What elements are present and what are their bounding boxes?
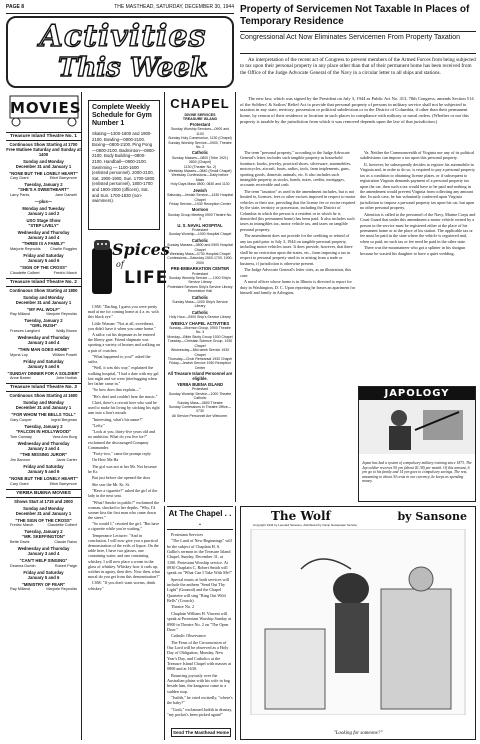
- movie-entry: [6, 319, 81, 334]
- chapel-line: Sunday—Mormon Group, 0900 Theatre No. 3: [169, 326, 231, 335]
- cast-name: Ethel Barrymore: [49, 176, 77, 181]
- movies-logo-text: MOVIES: [10, 99, 82, 117]
- movie-entry: [6, 289, 81, 294]
- spices-paragraph: Temperance Lecturer: "And in conclusion, I will now give you a practical demonstration of the evils of liquor. On the table here, I have two glasses, one containing water, and one containing whiskey. I will now place a worm in the glass of whiskey. Whiskey how it curls up, writhes in agony, then dies. Now then, what moral do you get from this demonstration?": [88, 532, 160, 580]
- cast-name: Tom Conway: [10, 434, 32, 439]
- at-chapel-column: [164, 506, 236, 740]
- property-col2: [360, 150, 476, 390]
- theatre-heading: Treasure Island Theatre No. 3: [6, 383, 81, 392]
- spices-paragraph: Chief, there's a recruit here who said he used to make his living by sticking his right arm into a lion's mouth.: [88, 399, 160, 416]
- property-lead2: The new law, which was signed by the President on July 3, 1944 as Public Act No. 413, 78th Congress, amends Section 514 of the Soldiers' & Sailors' Relief Act to provide that personal property of persons in military service shall not be subjected to taxation in any state, territory, possession or political subdivision or in the District of Columbia, if other than their permanent home, by reason of their residence or location in such places in compliance with military or naval orders. (Whether or not this property is taxable by the jurisdiction from which it was removed depends upon the law of that jurisdiction.): [240, 96, 474, 124]
- movie-entry: [6, 336, 81, 346]
- spices-paragraph: "Lefty.": [92, 422, 105, 428]
- movie-cast: [6, 482, 81, 487]
- at-chapel-title: At The Chapel . . .: [167, 506, 233, 530]
- chapel-line: Holy Days Mass 0800, 0830 and 1130: [170, 182, 230, 187]
- at-chapel-paragraph: Protestant Services: [171, 532, 203, 537]
- at-chapel-paragraph: "Gosh," exclaimed Judith in dismay, "my pocket's been picked again!": [167, 706, 233, 718]
- cast-name: Frances Langford: [10, 329, 40, 334]
- cast-name: William Powell: [52, 352, 77, 357]
- chapel-line: Catholic: [193, 396, 207, 401]
- movie-day: Tuesday, January 2: [24, 318, 63, 324]
- movie-cast: [6, 523, 81, 528]
- movie-entry: [6, 519, 81, 529]
- movie-entry: [6, 200, 81, 205]
- chapel-section-head: PRE-EMBARKATION CENTER: [170, 266, 230, 272]
- cast-name: John Hodiak: [55, 376, 77, 381]
- movie-entry: [6, 160, 81, 170]
- movie-entry: [6, 219, 81, 229]
- movie-title: January 5 and 6: [27, 363, 60, 369]
- movie-day: Sunday and Monday: [23, 294, 64, 300]
- japology-box: [358, 386, 476, 502]
- movie-cast: [6, 176, 81, 181]
- movie-entry: [6, 207, 81, 217]
- movie-entry: [6, 308, 81, 318]
- chapel-line: Sunday Worship Service—1000 Theatre: [168, 391, 232, 396]
- spices-title-top: Spices: [112, 240, 170, 259]
- japology-caption: Japan has had a system of compulsory military training since 1873. The Jap soldier receives 50 yen (about $1.38) per month. Of this amount, 6 yen go to his family and 14 yen goes to compulsory savings. The rest, amounting to about 30 cents in our currency, he keeps as spending money.: [362, 461, 472, 484]
- spices-paragraph: "What happened to you?" asked the sailor.: [88, 353, 151, 365]
- movie-cast: [6, 376, 81, 381]
- movie-cast: [6, 271, 81, 276]
- movie-title: "MINISTRY OF FEAR": [21, 581, 66, 587]
- property-col1: [240, 150, 356, 450]
- chapel-line: Sunday Confessions in Theatre Office—0730: [168, 404, 232, 414]
- chapel-line: Holy Hour—0900 Ship's Service Library: [169, 315, 231, 320]
- cast-name: Ethel Barrymore: [49, 481, 77, 486]
- subhead-rule: [240, 53, 476, 54]
- cast-name: Vera Ann Borg: [52, 434, 77, 439]
- movie-title: "THREE IS A FAMILY": [21, 241, 66, 247]
- wolf-title-row: [241, 507, 475, 523]
- movie-entry: [6, 425, 81, 440]
- movie-cast: [6, 540, 81, 545]
- cast-name: Claudette Colbert: [47, 523, 77, 528]
- movie-title: January 5 and 6: [27, 258, 60, 264]
- movie-day: Tuesday, January 2: [24, 529, 63, 535]
- movie-entry: [6, 242, 81, 252]
- movie-entry: [6, 172, 81, 182]
- movie-cast: [6, 458, 81, 463]
- wolf-title: The Wolf: [271, 509, 331, 523]
- wolf-caption: "Looking for someone?": [333, 731, 383, 736]
- property-paragraph: The term "taxation" as used in the amendment includes, but is not limited to, licenses, fees or other excises imposed in respect to motor vehicles or their use, providing that the license fee or excise required by the state, territory or possession, including the District of Columbia in which the person is a resident or in which he is domiciled (his permanent home) has been paid. It also includes such taxes as intangibles tax, motor vehicle tax, and taxes on tangible personal property.: [240, 189, 356, 232]
- cast-name: Fredric March: [10, 523, 34, 528]
- movie-day: Sunday and Monday: [23, 158, 64, 164]
- cast-name: Anne Baxter: [10, 376, 31, 381]
- movie-day: Wednesday and Thursday: [17, 546, 70, 552]
- chapel-line: Weekday Confessions—Daily before Mass: [171, 173, 229, 182]
- chapel-column: [164, 92, 236, 502]
- cast-name: Ray Milland: [10, 312, 30, 317]
- movie-cast: [6, 312, 81, 317]
- cast-name: Bette Davis: [10, 540, 30, 545]
- movie-title: "STEP LIVELY": [28, 222, 59, 228]
- spices-paragraph: "So how does that explain—": [92, 387, 141, 393]
- spices-text: [88, 304, 160, 738]
- cast-name: Larry Parks: [10, 193, 30, 198]
- movie-day: Tuesday, January 2: [24, 182, 63, 188]
- movie-entry: [6, 583, 81, 593]
- movie-entry: [6, 571, 81, 581]
- chapel-line: Monday—Bible Study Group 1930 Chapel: [167, 334, 233, 339]
- movie-title: December 31 and January 1: [15, 163, 72, 169]
- movie-day: Tuesday, January 2: [24, 423, 63, 429]
- cast-name: Janis Carter: [56, 458, 77, 463]
- movie-title: "MR. SKEFFINGTON": [22, 534, 65, 540]
- spices-paragraph: Little Woman: "Not at all, sweetheart, you didn't have it when you came home.": [88, 320, 156, 331]
- theatre-heading: YERBA BUENA MOVIES: [6, 489, 81, 498]
- chapel-line: Sunday Mass—0800 Theatre: [177, 400, 223, 405]
- property-lead: An interpretation of the recent act of Congress to prevent members of the Armed Forces from being subjected to tax upon their personal property in any place other than that of their permanent home has been received from the Office of the Judge Advocate General of the Navy in a circular letter to all ships and stations.: [240, 57, 476, 76]
- movie-title: January 3 and 4: [27, 234, 60, 240]
- movie-day: Monday and Tuesday: [22, 205, 65, 211]
- spices-paragraph: She saw the Mr. Kr. St.: [92, 481, 130, 487]
- movie-entry: [6, 401, 81, 411]
- movie-title: "GIRL RUSH": [30, 323, 57, 329]
- gym-schedule-body: Skating—1300-1800 and 1900-2100. Bowling—0800-2100. Boxing—0800-2100. Ping Pong—0800-2100. Badminton—0800-2100. Body Building—0800-2100. Handball—0800-2100. Swimming — 1100-1600 (enlisted personnel). 2000-2100, Sat. 1900-1900, Sun. 1700-1800 (enlisted personnel), 1800-1700 and 1900-2000 (officers), Sat. and Sun. 1700-1830 (non-swimmers).: [92, 131, 156, 204]
- movie-cast: [6, 564, 81, 569]
- property-paragraph: Va. Neither the Commonwealth of Virginia nor any of its political subdivisions can impose a tax upon this personal property.: [360, 150, 475, 161]
- chapel-line: Protestant: [192, 271, 208, 276]
- movies-column: [6, 92, 82, 740]
- movie-cast: [6, 193, 81, 198]
- spices-paragraph: "What! Smoke in public?" exclaimed the woman, shocked to her depths. "Why, I'd sooner kiss the first man who came down the street.": [88, 499, 160, 520]
- cast-name: Claude Rains: [54, 540, 77, 545]
- masthead-line: THE MASTHEAD, SATURDAY, DECEMBER 30, 1944: [114, 4, 234, 10]
- movie-day: Wednesday and Thursday: [17, 229, 70, 235]
- spices-paragraph: "Have a cigarette?" asked the girl of the lady in the next seat.: [88, 488, 158, 499]
- chapel-line: Wednesday—Mid-week Service 1930 Chapel: [170, 348, 230, 357]
- property-paragraph: If, however, he subsequently decides to register his automobile in Virginia and, in order to do so, is required to pay a personal property tax as a condition to obtaining license plates, or if subsequent to registration Virginia demands payment of a personal property tax upon the car, then such a tax would have to be paid and nothing in the amendment would prevent Virginia from collecting any amount due. In such case, he has voluntarily conferred upon Virginia jurisdiction to impose a personal property tax upon his car, but upon no other personal property.: [360, 162, 475, 211]
- movie-cast: [6, 329, 81, 334]
- cast-name: Myrna Loy: [10, 352, 28, 357]
- chapel-line: Weekday Mass—0730 Hospital Chapel: [169, 251, 231, 256]
- cast-name: Jane Darwell: [55, 193, 77, 198]
- wolf-credit: Copyright 1944 by Leonard Sansone, distributed by Camp Newspaper Service: [253, 523, 358, 527]
- movie-day: Friday and Saturday: [23, 358, 64, 364]
- movie-title: "THE MISSING JUROR": [19, 452, 67, 458]
- movie-title: "SIGN OF THE CROSS": [20, 265, 67, 271]
- movies-logo: [6, 92, 81, 128]
- movie-title: January 5 and 6: [27, 574, 60, 580]
- gym-schedule-title: Complete Weekly Schedule for Gym Number 1: [92, 104, 152, 127]
- spices-paragraph: A sailor cut his shipmate as he entered the liberty gate. Friend shipmate was sporting a variety of bruises and walking on a pair of crutches.: [88, 332, 160, 353]
- movie-day: —plus—: [35, 199, 52, 205]
- chapel-section-head: Mormon: [191, 207, 209, 213]
- chapel-section-head: Catholic: [191, 237, 209, 243]
- movie-entry: [6, 394, 81, 399]
- cast-name: Deanna Durbin: [10, 563, 36, 568]
- movie-day: Friday and Saturday: [23, 253, 64, 259]
- movie-day: Sunday and Monday: [23, 400, 64, 406]
- movie-entry: [6, 500, 81, 505]
- chapel-section-head: WEEKLY CHAPEL ACTIVITIES: [170, 320, 230, 326]
- movie-title: "THIN MAN GOES HOME": [17, 346, 70, 352]
- chapel-line: Protestant Services Ship's Service Library Recreation Hall: [167, 284, 233, 294]
- chapel-section-head: Catholic: [191, 294, 209, 300]
- activities-banner: [6, 16, 234, 88]
- chapel-section-head: U. S. NAVAL HOSPITAL: [177, 222, 223, 228]
- movie-cast: [6, 418, 81, 423]
- chapel-line: Sunday Masses—0800 (Tribe 1921): [171, 155, 229, 160]
- movie-entry: [6, 266, 81, 276]
- chapel-line: Friday Service—1930 Reception Center: [169, 201, 231, 206]
- movie-day: Friday and Saturday: [23, 569, 64, 575]
- spices-logo: [88, 234, 170, 300]
- spices-paragraph: "Look at you, thirty-five years old and no ambition. What do you live for?" exclaimed the discouraged Company Commander.: [88, 429, 155, 450]
- chapel-line: Sunday Mass—1000 Ship's Service Library: [172, 300, 228, 309]
- movie-title: "SUNDAY DINNER FOR A SOLDIER": [7, 370, 80, 376]
- cast-name: Jim Bannon: [10, 458, 31, 463]
- spices-paragraph: On How Ma Ha: [92, 457, 119, 463]
- chapel-line: Saturday—Jewish Service—1430 Hospital Chapel: [167, 193, 233, 202]
- property-paragraph: The amendment does not provide for the crediting or refund of any tax paid prior to July 3, 1944 on tangible personal property, including motor vehicles taxes. It does provide, however, that there shall be no restriction upon the states, etc., from imposing a tax in respect to personal property used in or arising from a trade or business, if jurisdiction is otherwise present.: [240, 233, 353, 266]
- chapel-line: Thursday—Choir Rehearsal 1930 Chapel: [167, 356, 233, 361]
- chapel-section-head: YERBA BUENA ISLAND: [176, 381, 224, 387]
- movie-entry: [6, 530, 81, 545]
- movie-day: Continuous Show Starting at 1800: [9, 287, 78, 293]
- japology-title: JAPOLOGY: [359, 387, 475, 400]
- cast-name: Marjorie Reynolds: [46, 587, 77, 592]
- chapel-line: Sunday Worship Services—0900 and 1100: [170, 127, 230, 136]
- movies-listings: [6, 132, 81, 592]
- chapel-subtitle: DIVINE SERVICES TREASURE ISLAND: [182, 113, 218, 121]
- at-chapel-paragraph: The Feast of the Circumcision of Our Lord will be observed as a Holy Day of Obligation, Monday, New Year's Day, and Catholics at the Treasure Island Chapel with masses at 0800 and at 1630.: [167, 639, 232, 672]
- chapel-listings: [167, 123, 233, 418]
- chapel-line: 1130 (Theater No. 2): [183, 164, 217, 169]
- movie-entry: [6, 183, 81, 198]
- at-chapel-paragraph: Catholic Observance: [171, 633, 206, 639]
- movie-title: January 1 and 2: [27, 210, 60, 216]
- movie-entry: [6, 360, 81, 370]
- cast-name: Robert Paige: [54, 563, 77, 568]
- movie-entry: [6, 477, 81, 487]
- activities-title-top: Activities: [39, 19, 207, 54]
- wolf-cartoon-drawing: [241, 529, 475, 715]
- japanese-soldier-illustration: [359, 400, 475, 454]
- wolf-cartoon: [240, 506, 476, 740]
- at-chapel-paragraph: Chaplain William H. Vincent will speak at Protestant Worship Sunday at 0900 in Theatre No. 2 on "The Open Door.": [167, 610, 232, 632]
- at-chapel-paragraph: Bouncing joyously over the Australian plains with his wife in bag beside him, the kangaroo came to a sudden stop.: [167, 672, 230, 694]
- property-paragraph: A naval officer whose home is in Illinois is directed to report for duty in Washington, D. C. Upon reporting he leases an apartment for himself and family in Arlington,: [240, 279, 356, 295]
- cast-name: Claudette Colbert: [10, 270, 40, 275]
- movie-title: "THE SIGN OF THE CROSS": [15, 517, 72, 523]
- chapel-section-head: Catholic: [191, 150, 209, 156]
- spices-title-bottom: LIFE: [124, 268, 169, 288]
- chapel-title: CHAPEL: [170, 96, 230, 111]
- chapel-line: Weekday Masses—0840 (Small Chapel): [168, 169, 232, 174]
- movie-title: January 3 and 4: [27, 551, 60, 556]
- movie-entry: [6, 254, 81, 264]
- movie-entry: [6, 559, 81, 569]
- chapel-line: Protestant: [192, 387, 208, 392]
- movie-entry: [6, 453, 81, 463]
- page-number: PAGE 8: [6, 4, 24, 10]
- cast-name: Cary Grant: [10, 176, 29, 181]
- cast-name: Cary Grant: [10, 481, 29, 486]
- spices-title-of: of: [116, 260, 124, 269]
- movie-day: Friday and Saturday: [23, 464, 64, 470]
- movie-day: Continuous Show Starting at 1700: [9, 142, 78, 147]
- movie-cast: [6, 435, 81, 440]
- property-paragraph: Attention is called to the personnel of the Navy, Marine Corps and Coast Guard that under this amendment a motor vehicle owned by a person in the service must be registered either at the place of his permanent home or at the place of his station. The applicable tax or fee must be paid in the state where the vehicle is registered and, when so paid, no such tax or fee need be paid in the other state.: [360, 211, 476, 244]
- chapel-line: All Service Personnel Are Welcome.: [172, 413, 228, 418]
- movie-title: December 31 and January 1: [15, 510, 72, 516]
- spices-paragraph: CSM: "If you don't want worms, drink whiskey.": [88, 580, 156, 591]
- spices-paragraph: The girl was not at her Mr. Not because he Kr.: [88, 463, 157, 474]
- movie-title: "MY PAL WOLF": [27, 306, 60, 312]
- spices-paragraph: "Forty-two," came the prompt reply.: [92, 451, 152, 457]
- movie-day: USO Stage Show: [26, 217, 61, 223]
- spices-paragraph: "Well, it was this way," explained the walking hospital, "I had a date with my gal last night and we were jitterbugging when her father came in.": [88, 365, 159, 386]
- cast-name: Fredric March: [53, 270, 77, 275]
- at-chapel-paragraph: "The Land of New Beginnings" will be the subject of Chaplain H. S. Gallin's sermon in the Treasure Island Chapel, Sunday, December 31, at 1100. Protestant Worship service. At 0930 Chaplain C. Robert Smith will speak on "What Can I Take With Me?": [167, 538, 233, 576]
- chapel-line: 0800 (Chapel): [188, 160, 212, 165]
- movie-entry: [6, 507, 81, 517]
- movie-entry: [6, 231, 81, 241]
- property-subhead: Congressional Act Now Eliminates Servicemen From Property Taxation: [240, 34, 461, 41]
- movie-day: Continuous Show Starting at 1600: [9, 393, 78, 399]
- chapel-line: Tuesday—Christian Science Group, 1930 Chapel: [167, 339, 233, 348]
- chapel-section-head: Jewish: [193, 187, 207, 193]
- property-paragraph: The Judge Advocate General's letter cites, as an illustration, this case:: [240, 267, 352, 278]
- movie-title: Free Matinee Saturday and Sunday at 1400: [6, 146, 81, 157]
- movie-entry: [6, 465, 81, 475]
- chapel-line: Confessions—Saturday 1500-1700, 1900-2000: [167, 256, 233, 265]
- spices-paragraph: CSM: "Darling, I guess you were pretty mad at me for coming home at 4 a. m. with this black eye.": [88, 304, 159, 320]
- spices-paragraph: "So would I," retorted the girl. "But have a cigarette while you're waiting.": [88, 521, 160, 532]
- movie-entry: [6, 143, 81, 158]
- cast-name: Ingrid Bergman: [51, 417, 77, 422]
- at-chapel-paragraph: "Judith," he cried excitedly, "where's the baby?": [167, 695, 233, 706]
- chapel-line: Sunday Worship—1000 Hospital Chapel: [168, 232, 232, 237]
- movie-day: Sunday and Monday: [23, 505, 64, 511]
- at-chapel-paragraph: Special music at both services will include the anthem "Send Out Thy Light" (Gounod) and the Chapel Quartette will sing "Ring Out Wild Bells" (Crouch).: [167, 576, 230, 603]
- chapel-line: Sunday Worship Service — 1000 Ship's Service Library: [169, 276, 231, 285]
- chapel-section-head: All Treasure Island Personnel are eligible.: [167, 371, 233, 381]
- movie-entry: [6, 413, 81, 423]
- movie-title: "FOR WHOM THE BELLS TOLL": [11, 412, 76, 418]
- cast-name: Wally Brown: [56, 329, 77, 334]
- movie-cast: [6, 587, 81, 592]
- activities-title-bottom: This Week: [58, 53, 208, 83]
- wolf-byline: by Sansone: [397, 510, 467, 523]
- movie-entry: [6, 372, 81, 382]
- movie-entry: [6, 442, 81, 452]
- cast-name: Gary Cooper: [10, 417, 32, 422]
- movie-entry: [6, 296, 81, 306]
- movie-title: December 31 and January 1: [15, 405, 72, 411]
- at-chapel-paragraph: Theatre No. 2: [171, 604, 195, 610]
- movie-title: "NONE BUT THE LONELY HEART": [9, 476, 78, 482]
- property-headline: Property of Servicemen Not Taxable In Places of Temporary Residence: [240, 4, 470, 27]
- movie-title: "NONE BUT THE LONELY HEART": [9, 170, 78, 176]
- movie-cast: [6, 247, 81, 252]
- headline-rule: [240, 31, 476, 32]
- chapel-line: Sunday Worship Service—0900, Theatre No. 2: [168, 140, 232, 150]
- chapel-line: Sunday Group Meeting 0900 Theatre No. 3: [167, 212, 233, 222]
- chapel-line: Protestant: [192, 227, 208, 232]
- movie-entry: [6, 547, 81, 557]
- send-masthead-footer: Send The Masthead Home: [172, 730, 229, 735]
- spices-paragraph: "Interesting, what's his name?": [92, 416, 143, 422]
- chapel-line: Sunday Masses—0800 and 0900 Hospital Chapel: [167, 243, 233, 252]
- chapel-section-head: Catholic: [191, 309, 209, 315]
- property-paragraph: There was the mountaineer who got a splinter in his shotgun because he wasted his daughter to have a quiet wedding.: [360, 245, 466, 256]
- gym-schedule-box: [88, 100, 160, 230]
- masthead-bar: [6, 4, 234, 14]
- at-chapel-text: [167, 532, 233, 717]
- movie-title: January 5 and 6: [27, 469, 60, 475]
- movie-title: "CAN'T HELP SINGING": [19, 557, 68, 563]
- movie-entry: [6, 348, 81, 358]
- cast-name: Marjorie Reynolds: [10, 247, 41, 252]
- movie-title: December 31 and January 1: [15, 299, 72, 305]
- movie-title: January 3 and 4: [27, 445, 60, 451]
- movie-title: January 3 and 4: [27, 340, 60, 345]
- chapel-section-head: Protestant: [189, 122, 211, 127]
- property-paragraph: The term "personal property," according to the Judge Advocate General's letter, includes such tangible property as household furniture, books, jewelry, practical shoes, silverware, automobiles, motorcycles, aircraft, boats, radios, tools, farm implements, guns, sporting goods, domestic animals, etc. It also includes such intangible property as stocks, bonds, notes, credits, mortgages, accounts receivable and cash.: [240, 150, 352, 188]
- theatre-heading: Treasure Island Theatre No. 2: [6, 278, 81, 287]
- movie-title: "FALCON IN HOLLYWOOD": [16, 428, 71, 434]
- movie-day: Wednesday and Thursday: [17, 335, 70, 341]
- movie-title: "SHE'S A SWEETHEART": [18, 187, 69, 193]
- cast-name: Ray Milland: [10, 587, 30, 592]
- movie-cast: [6, 353, 81, 358]
- chapel-line: Friday—Jewish Service 1930 Reception Center: [168, 361, 232, 370]
- spices-paragraph: "He's deaf and couldn't hear the music.": [92, 393, 158, 399]
- theatre-heading: Treasure Island Theatre No. 1: [6, 132, 81, 141]
- movie-day: Wednesday and Thursday: [17, 440, 70, 446]
- spices-paragraph: But just before she opened the door: [92, 475, 151, 481]
- cast-name: Marjorie Reynolds: [46, 312, 77, 317]
- cast-name: Charlie Ruggles: [49, 247, 77, 252]
- movie-day: Shows Start at 1715 and 2000: [14, 498, 73, 504]
- chapel-line: Sunday Holy Communion, 1130 (Chapel): [168, 136, 232, 141]
